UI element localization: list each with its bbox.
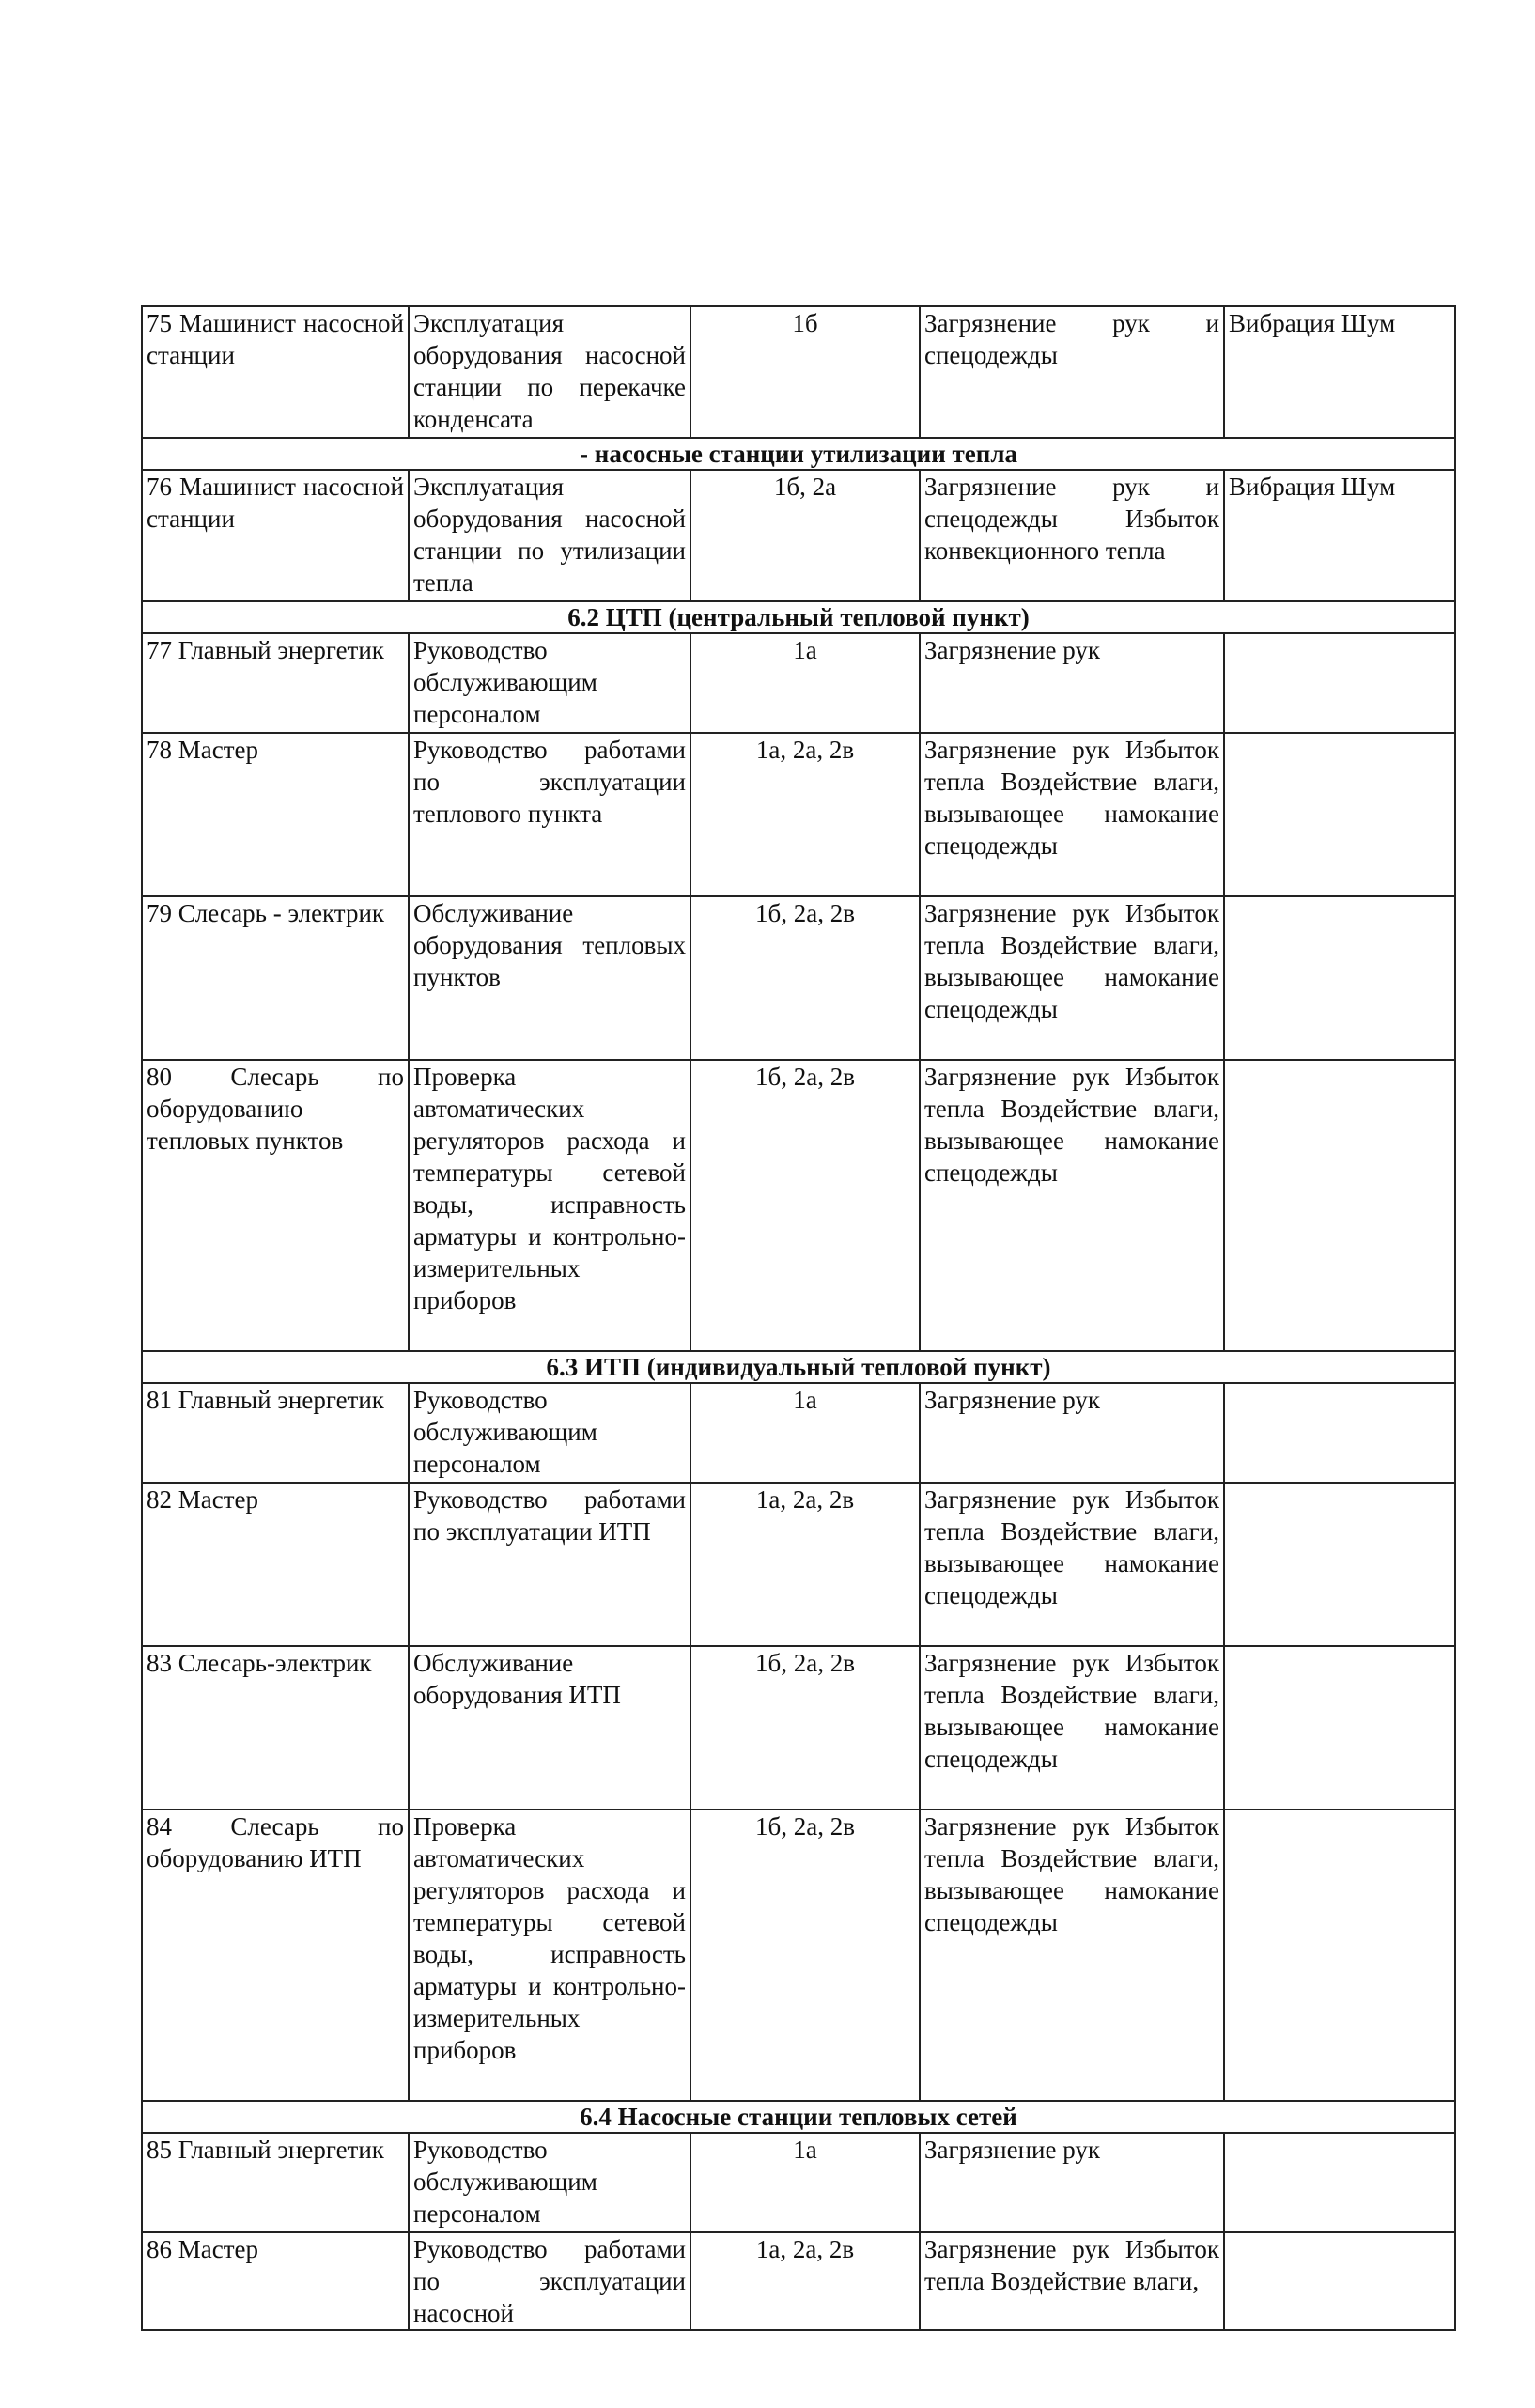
table-row [142,2133,1455,2232]
table-row [142,1646,1455,1810]
other-factors-cell: Вибрация Шум [1224,470,1455,601]
code-cell: 1б, 2а [690,470,920,601]
work-cell: Руководство обслуживающим персоналом [409,2133,690,2232]
position-cell: 79 Слесарь - электрик [142,896,409,1060]
other-factors-cell [1224,2133,1455,2232]
position-cell: 77 Главный энергетик [142,633,409,733]
factors-cell: Загрязнение рук [920,633,1224,733]
position-cell: 84 Слесарь по оборудованию ИТП [142,1810,409,2101]
section-row [142,438,1455,470]
code-cell: 1б, 2а, 2в [690,1810,920,2101]
section-title: 6.3 ИТП (индивидуальный тепловой пункт) [142,1351,1455,1383]
work-cell: Руководство работами по эксплуатации ИТП [409,1483,690,1646]
position-cell: 76 Машинист насосной станции [142,470,409,601]
factors-cell: Загрязнение рук [920,1383,1224,1483]
table-row [142,733,1455,896]
code-cell: 1а, 2а, 2в [690,1483,920,1646]
factors-cell: Загрязнение рук и спецодежды [920,306,1224,438]
table-row [142,896,1455,1060]
section-title: - насосные станции утилизации тепла [142,438,1455,470]
factors-cell: Загрязнение рук и спецодежды Избыток конвекционного тепла [920,470,1224,601]
table-row [142,2232,1455,2330]
work-cell: Руководство работами по эксплуатации насосной [409,2232,690,2330]
work-cell: Обслуживание оборудования тепловых пунктов [409,896,690,1060]
position-cell: 85 Главный энергетик [142,2133,409,2232]
factors-cell: Загрязнение рук Избыток тепла Воздействие влаги, [920,2232,1224,2330]
code-cell: 1а, 2а, 2в [690,733,920,896]
section-title: 6.2 ЦТП (центральный тепловой пункт) [142,601,1455,633]
code-cell: 1б, 2а, 2в [690,1060,920,1351]
other-factors-cell [1224,896,1455,1060]
work-cell: Руководство обслуживающим персоналом [409,1383,690,1483]
factors-cell: Загрязнение рук Избыток тепла Воздействие влаги, вызывающее намокание спецодежды [920,733,1224,896]
other-factors-cell [1224,1810,1455,2101]
factors-cell: Загрязнение рук Избыток тепла Воздействие влаги, вызывающее намокание спецодежды [920,1483,1224,1646]
position-cell: 81 Главный энергетик [142,1383,409,1483]
code-cell: 1б, 2а, 2в [690,896,920,1060]
work-cell: Эксплуатация оборудования насосной станции по перекачке конденсата [409,306,690,438]
other-factors-cell [1224,1060,1455,1351]
work-cell: Руководство работами по эксплуатации теплового пункта [409,733,690,896]
section-row [142,2101,1455,2133]
code-cell: 1а [690,1383,920,1483]
factors-cell: Загрязнение рук [920,2133,1224,2232]
table-row [142,1810,1455,2101]
factors-cell: Загрязнение рук Избыток тепла Воздействие влаги, вызывающее намокание спецодежды [920,1060,1224,1351]
table-row [142,1483,1455,1646]
code-cell: 1а, 2а, 2в [690,2232,920,2330]
other-factors-cell [1224,733,1455,896]
work-cell: Проверка автоматических регуляторов расхода и температуры сетевой воды, исправность арматуры и контрольно-измерительных приборов [409,1060,690,1351]
position-cell: 78 Мастер [142,733,409,896]
factors-cell: Загрязнение рук Избыток тепла Воздействие влаги, вызывающее намокание спецодежды [920,1810,1224,2101]
other-factors-cell [1224,633,1455,733]
other-factors-cell [1224,2232,1455,2330]
section-row [142,1351,1455,1383]
position-cell: 83 Слесарь-электрик [142,1646,409,1810]
position-cell: 75 Машинист насосной станции [142,306,409,438]
position-cell: 82 Мастер [142,1483,409,1646]
work-cell: Эксплуатация оборудования насосной станции по утилизации тепла [409,470,690,601]
code-cell: 1б, 2а, 2в [690,1646,920,1810]
factors-cell: Загрязнение рук Избыток тепла Воздействие влаги, вызывающее намокание спецодежды [920,896,1224,1060]
work-cell: Руководство обслуживающим персоналом [409,633,690,733]
table-row [142,1060,1455,1351]
factors-cell: Загрязнение рук Избыток тепла Воздействие влаги, вызывающее намокание спецодежды [920,1646,1224,1810]
other-factors-cell [1224,1383,1455,1483]
table-row [142,306,1455,438]
work-cell: Обслуживание оборудования ИТП [409,1646,690,1810]
work-cell: Проверка автоматических регуляторов расхода и температуры сетевой воды, исправность арматуры и контрольно-измерительных приборов [409,1810,690,2101]
table-row [142,1383,1455,1483]
other-factors-cell [1224,1646,1455,1810]
position-cell: 86 Мастер [142,2232,409,2330]
section-row [142,601,1455,633]
table-row [142,633,1455,733]
code-cell: 1б [690,306,920,438]
position-cell: 80 Слесарь по оборудованию тепловых пунктов [142,1060,409,1351]
table-row [142,470,1455,601]
code-cell: 1а [690,633,920,733]
code-cell: 1а [690,2133,920,2232]
other-factors-cell: Вибрация Шум [1224,306,1455,438]
hazards-table [141,305,1456,2331]
other-factors-cell [1224,1483,1455,1646]
section-title: 6.4 Насосные станции тепловых сетей [142,2101,1455,2133]
